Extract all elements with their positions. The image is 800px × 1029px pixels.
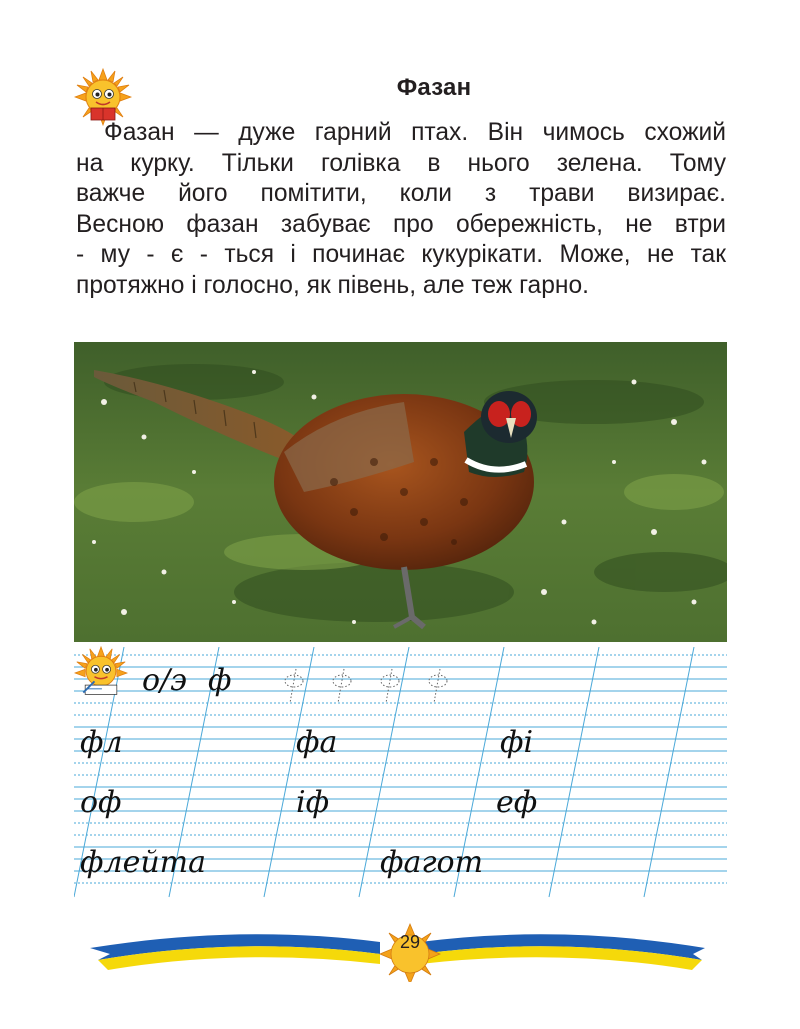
story-line: - му - є - ться і починає кукурікати. Може, не так [76,241,726,268]
pheasant-photo [74,342,727,642]
cursive-letter-pair: о/э [142,663,187,698]
cursive-word: іф [296,785,330,820]
cursive-word: еф [496,785,538,820]
cursive-word: оф [80,785,122,820]
story-line: важче його помітити, коли з трави визирає. [76,180,726,207]
page-title: Фазан [396,74,472,101]
story-line: Фазан — дуже гарний птах. Він чимось схожий [104,119,726,146]
story-text [76,118,726,301]
sunflower-writing-icon [74,646,128,700]
cursive-word: фл [80,725,123,760]
cursive-word: фа [296,725,338,760]
cursive-word: флейта [80,845,206,880]
page-number: 29 [399,932,421,952]
story-line: Весною фазан забуває про обережність, не втри [76,210,726,238]
cursive-word: фі [500,725,534,760]
cursive-word: фагот [380,845,484,880]
story-line: протяжно і голосно, як півень, але теж гарно. [76,271,589,299]
story-line: на курку. Тільки голівка в нього зелена. Тому [76,149,726,177]
cursive-model-letter: ф [208,663,232,698]
